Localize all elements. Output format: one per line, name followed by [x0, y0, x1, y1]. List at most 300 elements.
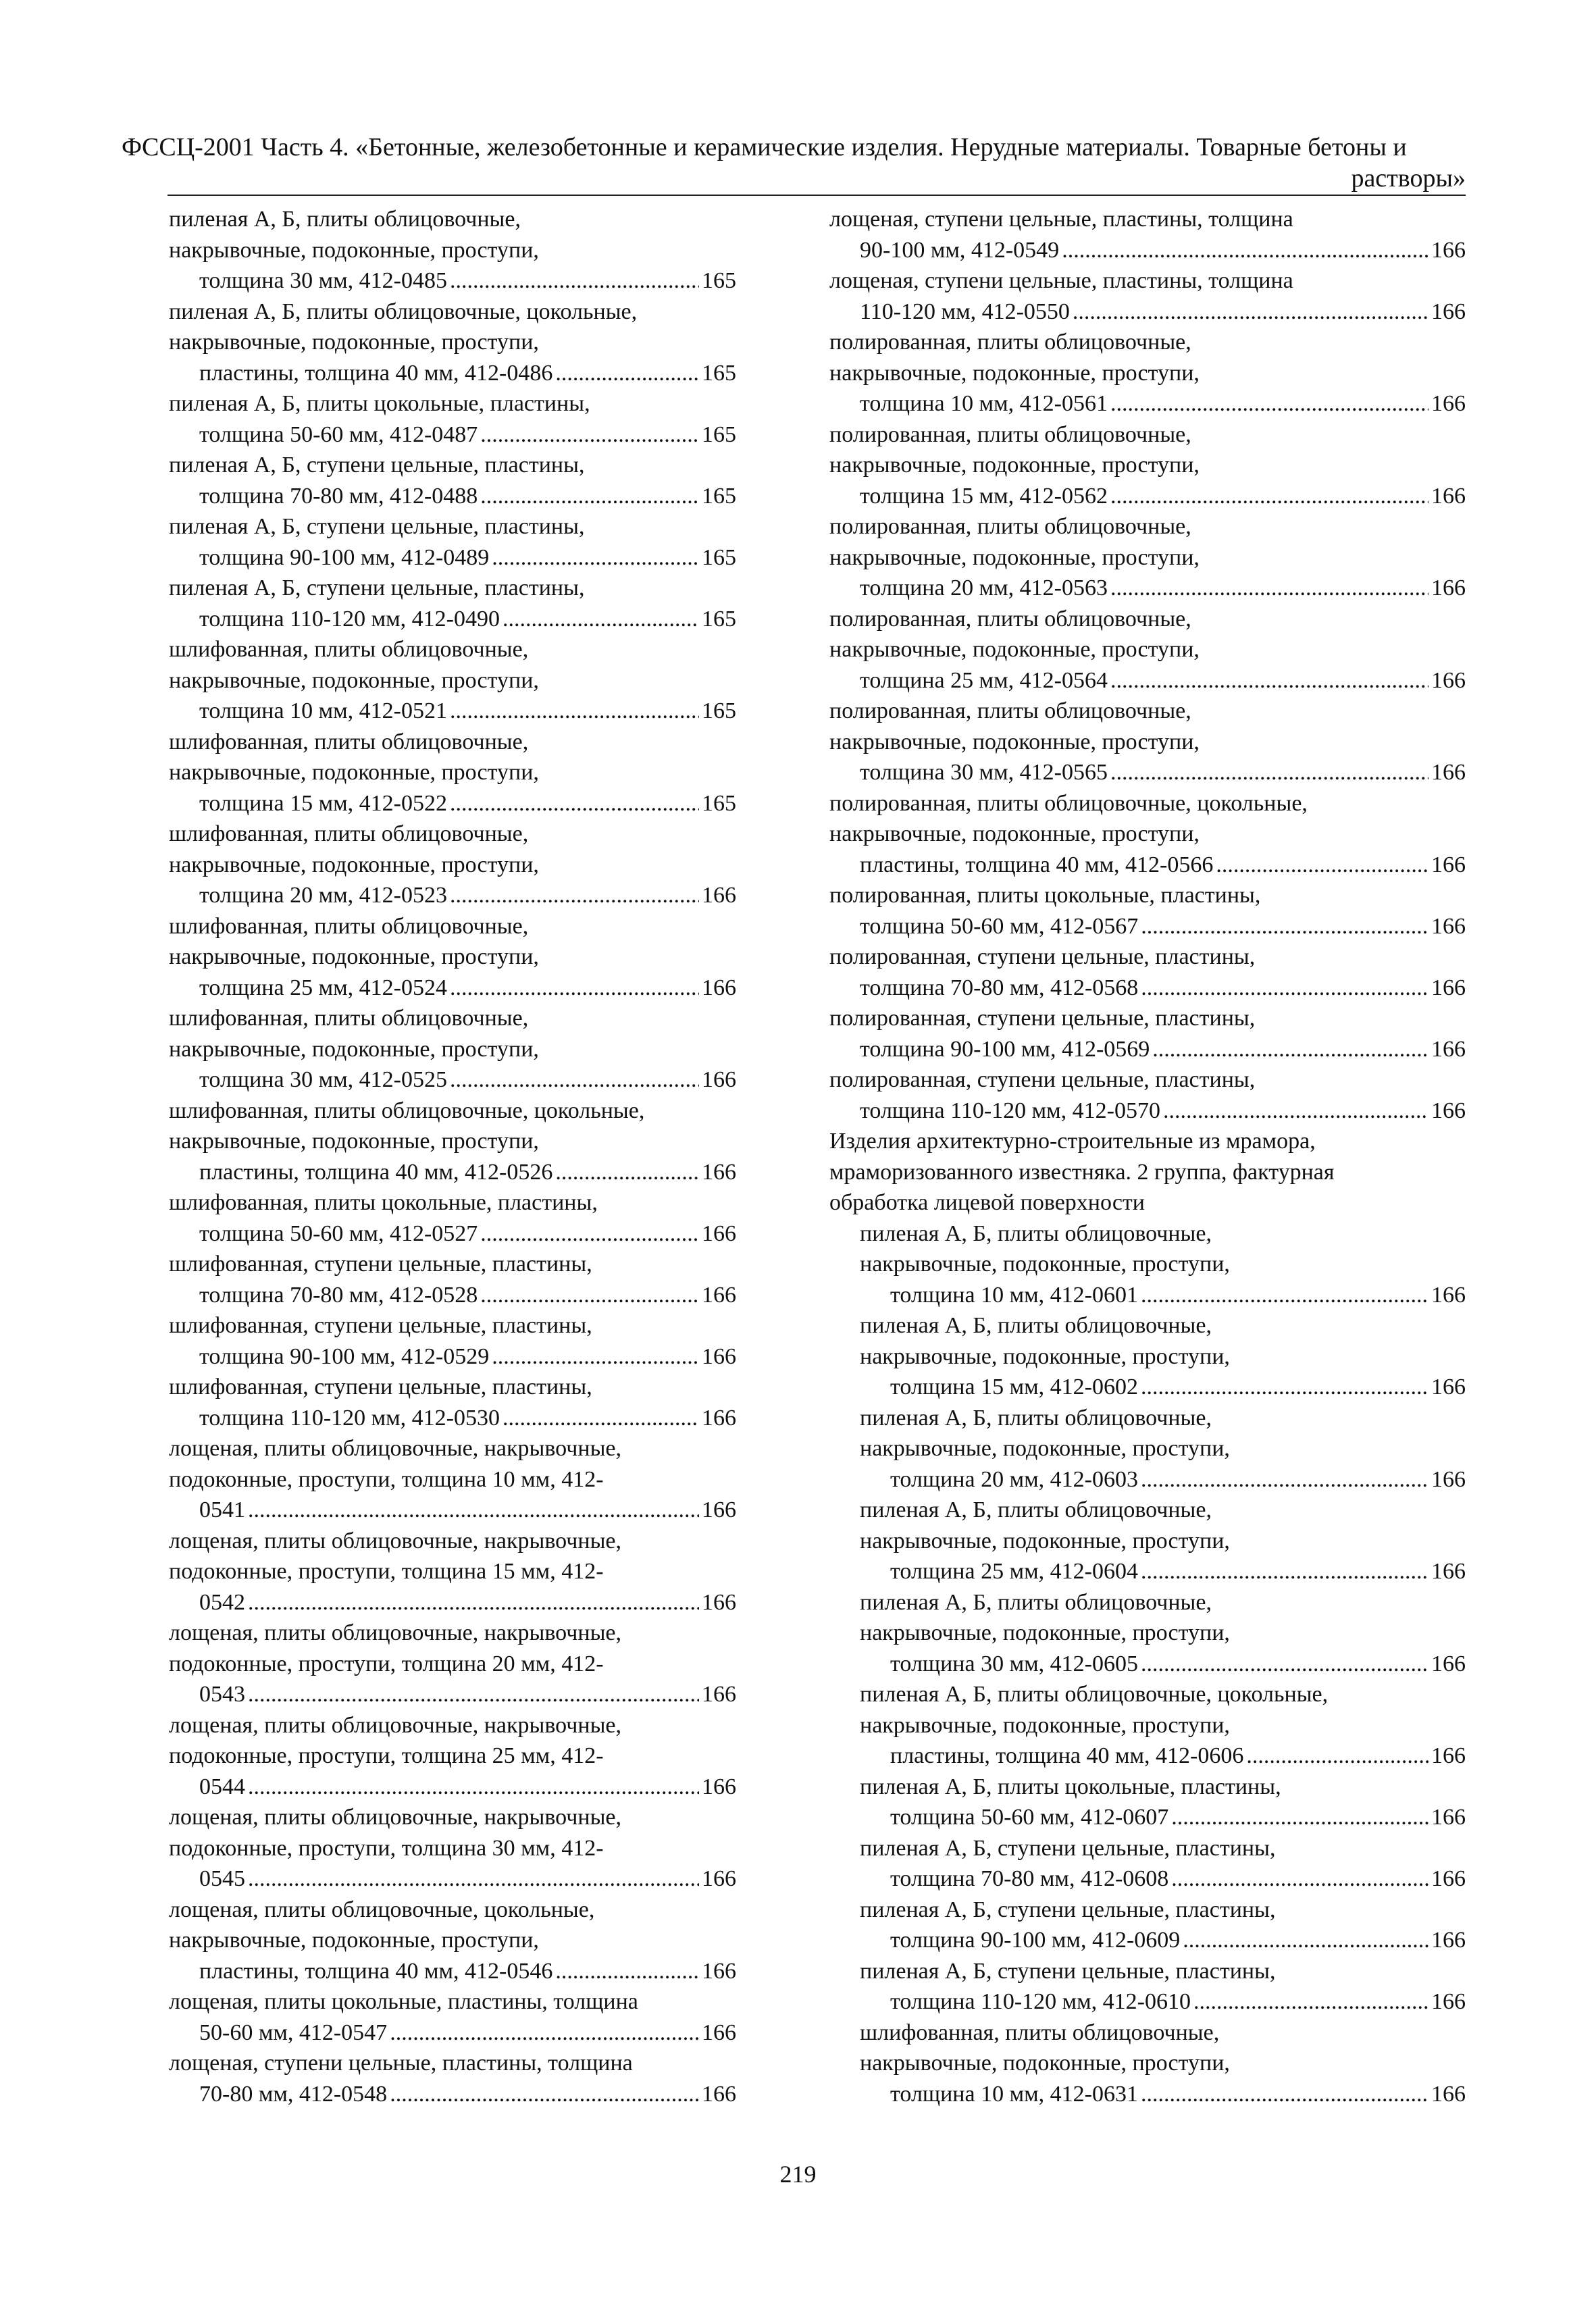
entry-code: толщина 90-100 мм, 412-0609 [890, 1928, 1181, 1953]
entry-line: накрывочные, подоконные, проступи, [829, 544, 1200, 570]
entry-line: пиленая А, Б, плиты облицовочные, [169, 207, 521, 232]
entry-page-ref: 166 [1431, 483, 1466, 509]
entry-last-line [199, 1157, 736, 1188]
index-entry [169, 1802, 736, 1895]
entry-code: пластины, толщина 40 мм, 412-0526 [199, 1159, 553, 1185]
entry-line: шлифованная, плиты облицовочные, [169, 637, 529, 662]
dot-leader [555, 1157, 699, 1188]
entry-last-line [890, 1649, 1466, 1680]
entry-last-line [199, 973, 736, 1004]
index-entry [829, 511, 1466, 604]
dot-leader [1110, 573, 1428, 604]
dot-leader [1073, 297, 1428, 328]
entry-line: накрывочные, подоконные, проступи, [829, 729, 1200, 754]
entry-page-ref: 165 [702, 544, 736, 570]
index-entry [169, 634, 736, 727]
header-line-1: ФССЦ-2001 Часть 4. «Бетонные, железобетонные и керамические изделия. Нерудные материалы. Товарные бетоны и [122, 133, 1407, 161]
entry-page-ref: 166 [1431, 852, 1466, 877]
entry-line: подоконные, проступи, толщина 20 мм, 412- [169, 1651, 604, 1676]
entry-line: пиленая А, Б, ступени цельные, пластины, [169, 575, 585, 600]
entry-line: лощеная, ступени цельные, пластины, толщина [169, 2051, 633, 2076]
entry-page-ref: 165 [702, 606, 736, 632]
entry-code: толщина 110-120 мм, 412-0490 [199, 606, 500, 632]
index-entry [169, 1003, 736, 1096]
entry-code: толщина 30 мм, 412-0525 [199, 1067, 447, 1092]
entry-code: толщина 25 мм, 412-0524 [199, 975, 447, 1000]
entry-last-line [860, 297, 1466, 328]
index-entry [169, 819, 736, 911]
entry-last-line [199, 2079, 736, 2110]
entry-last-line [860, 850, 1466, 881]
entry-line: накрывочные, подоконные, проступи, [169, 667, 539, 693]
heading-line: Изделия архитектурно-строительные из мрамора, [829, 1129, 1316, 1154]
dot-leader [1141, 973, 1428, 1004]
entry-last-line [860, 235, 1466, 266]
entry-code: 110-120 мм, 412-0550 [860, 299, 1070, 324]
index-entry [169, 297, 736, 389]
entry-code: толщина 30 мм, 412-0565 [860, 760, 1108, 785]
entry-last-line [199, 358, 736, 389]
index-entry [829, 1003, 1466, 1064]
index-entry [829, 1495, 1466, 1587]
dot-leader [1193, 1986, 1428, 2017]
dot-leader [492, 1341, 699, 1372]
dot-leader [248, 1863, 699, 1895]
entry-line: накрывочные, подоконные, проступи, [169, 852, 539, 877]
dot-leader [1152, 1034, 1428, 1065]
dot-leader [450, 265, 699, 297]
entry-line: шлифованная, ступени цельные, пластины, [169, 1313, 592, 1338]
entry-line: полированная, плиты облицовочные, [829, 698, 1191, 723]
section-heading [829, 1126, 1466, 1218]
entry-code: толщина 50-60 мм, 412-0607 [890, 1805, 1169, 1830]
index-entry [169, 388, 736, 450]
entry-line: подоконные, проступи, толщина 15 мм, 412- [169, 1559, 604, 1584]
header-line-2: растворы» [1351, 164, 1466, 192]
entry-code: толщина 90-100 мм, 412-0529 [199, 1343, 490, 1369]
entry-line: пиленая А, Б, плиты облицовочные, [860, 1589, 1212, 1615]
dot-leader [480, 419, 699, 451]
entry-page-ref: 166 [1431, 1743, 1466, 1768]
entry-last-line [860, 973, 1466, 1004]
entry-line: полированная, ступени цельные, пластины, [829, 944, 1256, 969]
entry-code: толщина 110-120 мм, 412-0530 [199, 1405, 500, 1431]
entry-page-ref: 166 [702, 1159, 736, 1185]
entry-line: шлифованная, плиты облицовочные, [169, 729, 529, 754]
entry-page-ref: 166 [702, 1220, 736, 1246]
index-entry [829, 419, 1466, 512]
entry-code: 0541 [199, 1497, 245, 1522]
entry-page-ref: 166 [702, 1343, 736, 1369]
entry-page-ref: 166 [1431, 575, 1466, 600]
entry-line: накрывочные, подоконные, проступи, [169, 944, 539, 969]
index-entry [169, 1372, 736, 1433]
entry-page-ref: 166 [702, 1682, 736, 1707]
entry-line: пиленая А, Б, ступени цельные, пластины, [169, 453, 585, 478]
entry-line: накрывочные, подоконные, проступи, [829, 453, 1200, 478]
entry-line: полированная, плиты цокольные, пластины, [829, 883, 1261, 908]
index-entry [829, 1218, 1466, 1311]
right-index-group-top [829, 204, 1466, 1126]
entry-line: лощеная, плиты облицовочные, накрывочные, [169, 1712, 622, 1738]
entry-line: накрывочные, подоконные, проступи, [860, 1343, 1230, 1369]
entry-code: толщина 70-80 мм, 412-0528 [199, 1282, 478, 1308]
entry-last-line [199, 1587, 736, 1618]
index-entry [169, 1710, 736, 1803]
entry-line: шлифованная, плиты облицовочные, [169, 1006, 529, 1031]
entry-page-ref: 166 [702, 1866, 736, 1891]
entry-page-ref: 166 [702, 1958, 736, 1984]
dot-leader [1171, 1802, 1428, 1833]
dot-leader [1110, 388, 1428, 419]
dot-leader [1110, 665, 1428, 696]
entry-line: шлифованная, плиты облицовочные, цокольные, [169, 1098, 645, 1123]
dot-leader [492, 542, 699, 573]
entry-code: 90-100 мм, 412-0549 [860, 237, 1060, 263]
entry-last-line [199, 2017, 736, 2049]
entry-line: лощеная, плиты облицовочные, накрывочные, [169, 1805, 622, 1830]
entry-code: толщина 15 мм, 412-0562 [860, 483, 1108, 509]
entry-line: шлифованная, ступени цельные, пластины, [169, 1252, 592, 1277]
entry-page-ref: 166 [1431, 391, 1466, 416]
entry-code: толщина 20 мм, 412-0563 [860, 575, 1108, 600]
entry-line: полированная, плиты облицовочные, цокольные, [829, 790, 1308, 816]
entry-line: пиленая А, Б, плиты цокольные, пластины, [860, 1774, 1281, 1799]
entry-code: толщина 110-120 мм, 412-0610 [890, 1989, 1191, 2014]
entry-line: пиленая А, Б, плиты облицовочные, цокольные, [169, 299, 638, 324]
entry-last-line [860, 757, 1466, 788]
entry-line: накрывочные, подоконные, проступи, [860, 1620, 1230, 1645]
dot-leader [1246, 1741, 1428, 1772]
dot-leader [555, 358, 699, 389]
entry-last-line [860, 481, 1466, 512]
entry-last-line [199, 481, 736, 512]
entry-last-line [199, 1341, 736, 1372]
entry-line: пиленая А, Б, плиты облицовочные, [860, 1220, 1212, 1246]
entry-line: шлифованная, плиты облицовочные, [860, 2020, 1220, 2045]
entry-code: толщина 15 мм, 412-0602 [890, 1374, 1138, 1399]
dot-leader [248, 1495, 699, 1526]
entry-page-ref: 166 [1431, 1989, 1466, 2014]
dot-leader [503, 1403, 699, 1434]
entry-page-ref: 166 [1431, 1466, 1466, 1492]
entry-page-ref: 166 [1431, 1866, 1466, 1891]
entry-line: лощеная, плиты цокольные, пластины, толщина [169, 1989, 638, 2014]
entry-last-line [199, 1863, 736, 1895]
dot-leader [1110, 757, 1428, 788]
entry-code: толщина 50-60 мм, 412-0527 [199, 1220, 478, 1246]
entry-code: пластины, толщина 40 мм, 412-0606 [890, 1743, 1244, 1768]
index-entry [169, 1895, 736, 1987]
index-entry [829, 204, 1466, 265]
entry-last-line [890, 1556, 1466, 1587]
entry-line: накрывочные, подоконные, проступи, [169, 237, 539, 263]
entry-line: накрывочные, подоконные, проступи, [829, 637, 1200, 662]
entry-line: полированная, ступени цельные, пластины, [829, 1067, 1256, 1092]
entry-last-line [890, 1372, 1466, 1403]
dot-leader [1110, 481, 1428, 512]
entry-line: пиленая А, Б, плиты облицовочные, [860, 1497, 1212, 1522]
entry-last-line [199, 1218, 736, 1250]
entry-line: накрывочные, подоконные, проступи, [829, 821, 1200, 846]
entry-last-line [199, 1280, 736, 1311]
entry-last-line [199, 1772, 736, 1803]
dot-leader [1141, 1280, 1428, 1311]
entry-code: толщина 20 мм, 412-0523 [199, 883, 447, 908]
index-entry [829, 696, 1466, 788]
entry-code: пластины, толщина 40 мм, 412-0486 [199, 360, 553, 386]
dot-leader [503, 604, 699, 635]
entry-code: толщина 10 мм, 412-0601 [890, 1282, 1138, 1308]
entry-page-ref: 166 [1431, 913, 1466, 939]
entry-page-ref: 166 [1431, 2081, 1466, 2107]
heading-line: обработка лицевой поверхности [829, 1190, 1145, 1215]
entry-line: лощеная, ступени цельные, пластины, толщина [829, 268, 1293, 293]
entry-code: толщина 70-80 мм, 412-0608 [890, 1866, 1169, 1891]
entry-code: толщина 30 мм, 412-0605 [890, 1651, 1138, 1676]
index-entry [169, 1310, 736, 1372]
entry-last-line [890, 1802, 1466, 1833]
entry-line: шлифованная, плиты облицовочные, [169, 913, 529, 939]
entry-page-ref: 166 [702, 1774, 736, 1799]
index-entry [169, 1986, 736, 2048]
entry-code: толщина 10 мм, 412-0521 [199, 698, 447, 723]
entry-last-line [199, 265, 736, 297]
entry-line: подоконные, проступи, толщина 10 мм, 412- [169, 1466, 604, 1492]
entry-code: толщина 25 мм, 412-0604 [890, 1559, 1138, 1584]
entry-line: пиленая А, Б, ступени цельные, пластины, [860, 1897, 1276, 1922]
dot-leader [480, 1218, 699, 1250]
entry-page-ref: 166 [1431, 1036, 1466, 1062]
entry-last-line [860, 388, 1466, 419]
dot-leader [480, 481, 699, 512]
entry-last-line [890, 1986, 1466, 2017]
entry-line: накрывочные, подоконные, проступи, [860, 1528, 1230, 1553]
entry-line: подоконные, проступи, толщина 25 мм, 412- [169, 1743, 604, 1768]
entry-line: подоконные, проступи, толщина 30 мм, 412- [169, 1835, 604, 1861]
index-entry [169, 1187, 736, 1249]
entry-page-ref: 166 [1431, 667, 1466, 693]
entry-line: накрывочные, подоконные, проступи, [860, 1436, 1230, 1461]
entry-last-line [890, 1863, 1466, 1895]
entry-page-ref: 166 [702, 2020, 736, 2045]
entry-line: полированная, плиты облицовочные, [829, 606, 1191, 632]
dot-leader [480, 1280, 699, 1311]
entry-page-ref: 166 [702, 1067, 736, 1092]
right-index-group-bottom [829, 1218, 1466, 2110]
entry-last-line [199, 419, 736, 451]
index-entry [829, 604, 1466, 696]
entry-last-line [890, 1925, 1466, 1956]
dot-leader [1216, 850, 1428, 881]
index-entry [169, 1096, 736, 1188]
entry-code: 50-60 мм, 412-0547 [199, 2020, 388, 2045]
entry-last-line [860, 1096, 1466, 1127]
entry-page-ref: 166 [702, 975, 736, 1000]
dot-leader [1141, 1649, 1428, 1680]
entry-line: полированная, ступени цельные, пластины, [829, 1006, 1256, 1031]
entry-line: лощеная, ступени цельные, пластины, толщина [829, 207, 1293, 232]
entry-line: полированная, плиты облицовочные, [829, 330, 1191, 355]
entry-code: толщина 110-120 мм, 412-0570 [860, 1098, 1161, 1123]
index-entry [169, 1433, 736, 1526]
dot-leader [1141, 2079, 1428, 2110]
index-entry [829, 327, 1466, 419]
entry-code: толщина 70-80 мм, 412-0488 [199, 483, 478, 509]
entry-last-line [199, 880, 736, 911]
entry-line: накрывочные, подоконные, проступи, [860, 2051, 1230, 2076]
entry-page-ref: 166 [1431, 760, 1466, 785]
dot-leader [248, 1772, 699, 1803]
dot-leader [248, 1587, 699, 1618]
entry-page-ref: 166 [702, 883, 736, 908]
dot-leader [1183, 1925, 1428, 1956]
entry-page-ref: 166 [702, 1589, 736, 1615]
index-entry [829, 2017, 1466, 2110]
entry-code: толщина 20 мм, 412-0603 [890, 1466, 1138, 1492]
entry-line: пиленая А, Б, плиты цокольные, пластины, [169, 391, 590, 416]
dot-leader [450, 1064, 699, 1096]
entry-last-line [199, 542, 736, 573]
entry-line: шлифованная, плиты облицовочные, [169, 821, 529, 846]
entry-last-line [890, 2079, 1466, 2110]
entry-last-line [860, 1034, 1466, 1065]
entry-line: лощеная, плиты облицовочные, накрывочные, [169, 1620, 622, 1645]
entry-code: толщина 15 мм, 412-0522 [199, 790, 447, 816]
entry-page-ref: 166 [1431, 1928, 1466, 1953]
dot-leader [555, 1956, 699, 1987]
left-index-column [169, 204, 736, 2109]
index-entry [829, 1833, 1466, 1895]
entry-code: толщина 25 мм, 412-0564 [860, 667, 1108, 693]
right-index-column [829, 204, 1466, 2109]
index-entry [169, 727, 736, 819]
entry-line: пиленая А, Б, плиты облицовочные, цокольные, [860, 1682, 1329, 1707]
entry-code: пластины, толщина 40 мм, 412-0566 [860, 852, 1214, 877]
index-entry [169, 1249, 736, 1310]
entry-code: 70-80 мм, 412-0548 [199, 2081, 388, 2107]
entry-code: 0542 [199, 1589, 245, 1615]
index-entry [169, 573, 736, 634]
index-entry [829, 1403, 1466, 1495]
index-entry [829, 1587, 1466, 1680]
index-entry [169, 204, 736, 297]
entry-page-ref: 165 [702, 421, 736, 447]
entry-page-ref: 166 [702, 1497, 736, 1522]
index-entry [829, 265, 1466, 327]
entry-page-ref: 166 [1431, 1374, 1466, 1399]
dot-leader [1141, 911, 1428, 942]
entry-page-ref: 165 [702, 790, 736, 816]
entry-line: полированная, плиты облицовочные, [829, 421, 1191, 447]
entry-page-ref: 166 [702, 2081, 736, 2107]
entry-line: накрывочные, подоконные, проступи, [169, 760, 539, 785]
entry-line: накрывочные, подоконные, проступи, [169, 1129, 539, 1154]
entry-code: толщина 90-100 мм, 412-0489 [199, 544, 490, 570]
index-entry [829, 942, 1466, 1003]
entry-line: шлифованная, плиты цокольные, пластины, [169, 1190, 598, 1215]
entry-code: 0545 [199, 1866, 245, 1891]
entry-last-line [860, 911, 1466, 942]
entry-line: накрывочные, подоконные, проступи, [829, 360, 1200, 386]
entry-line: накрывочные, подоконные, проступи, [860, 1712, 1230, 1738]
dot-leader [450, 973, 699, 1004]
entry-page-ref: 165 [702, 483, 736, 509]
entry-code: толщина 50-60 мм, 412-0567 [860, 913, 1139, 939]
dot-leader [450, 880, 699, 911]
entry-page-ref: 166 [702, 1405, 736, 1431]
entry-line: шлифованная, ступени цельные, пластины, [169, 1374, 592, 1399]
header-rule [168, 195, 1466, 196]
entry-line: лощеная, плиты облицовочные, накрывочные, [169, 1436, 622, 1461]
dot-leader [1171, 1863, 1428, 1895]
entry-page-ref: 166 [1431, 1651, 1466, 1676]
entry-page-ref: 166 [1431, 237, 1466, 263]
index-entry [829, 1956, 1466, 2017]
dot-leader [1141, 1464, 1428, 1495]
entry-last-line [890, 1741, 1466, 1772]
entry-page-ref: 166 [1431, 1805, 1466, 1830]
entry-last-line [199, 1064, 736, 1096]
entry-last-line [890, 1464, 1466, 1495]
entry-code: толщина 10 мм, 412-0561 [860, 391, 1108, 416]
dot-leader [450, 788, 699, 819]
entry-line: накрывочные, подоконные, проступи, [860, 1252, 1230, 1277]
entry-page-ref: 166 [1431, 975, 1466, 1000]
index-entry [829, 1679, 1466, 1772]
entry-code: пластины, толщина 40 мм, 412-0546 [199, 1958, 553, 1984]
entry-last-line [199, 696, 736, 727]
entry-line: пиленая А, Б, ступени цельные, пластины, [169, 514, 585, 539]
entry-page-ref: 166 [1431, 1098, 1466, 1123]
dot-leader [248, 1679, 699, 1710]
entry-page-ref: 165 [702, 698, 736, 723]
entry-line: пиленая А, Б, плиты облицовочные, [860, 1405, 1212, 1431]
entry-code: толщина 70-80 мм, 412-0568 [860, 975, 1139, 1000]
entry-code: толщина 30 мм, 412-0485 [199, 268, 447, 293]
entry-code: толщина 90-100 мм, 412-0569 [860, 1036, 1150, 1062]
entry-last-line [890, 1280, 1466, 1311]
index-entry [169, 911, 736, 1004]
entry-code: 0544 [199, 1774, 245, 1799]
entry-page-ref: 166 [1431, 1559, 1466, 1584]
entry-line: лощеная, плиты облицовочные, накрывочные, [169, 1528, 622, 1553]
entry-line: пиленая А, Б, плиты облицовочные, [860, 1313, 1212, 1338]
index-entry [169, 1526, 736, 1618]
dot-leader [390, 2017, 699, 2049]
entry-page-ref: 166 [1431, 1282, 1466, 1308]
entry-line: пиленая А, Б, ступени цельные, пластины, [860, 1835, 1276, 1861]
entry-last-line [199, 1679, 736, 1710]
entry-page-ref: 166 [1431, 299, 1466, 324]
index-entry [169, 2048, 736, 2109]
dot-leader [1062, 235, 1428, 266]
dot-leader [1141, 1556, 1428, 1587]
entry-page-ref: 165 [702, 360, 736, 386]
index-entry [829, 788, 1466, 881]
index-entry [829, 1772, 1466, 1833]
entry-code: толщина 50-60 мм, 412-0487 [199, 421, 478, 447]
entry-code: толщина 10 мм, 412-0631 [890, 2081, 1138, 2107]
index-entry [169, 511, 736, 573]
dot-leader [390, 2079, 699, 2110]
entry-last-line [199, 604, 736, 635]
entry-line: лощеная, плиты облицовочные, цокольные, [169, 1897, 595, 1922]
entry-code: 0543 [199, 1682, 245, 1707]
dot-leader [1141, 1372, 1428, 1403]
index-entry [829, 1895, 1466, 1956]
dot-leader [1163, 1096, 1428, 1127]
